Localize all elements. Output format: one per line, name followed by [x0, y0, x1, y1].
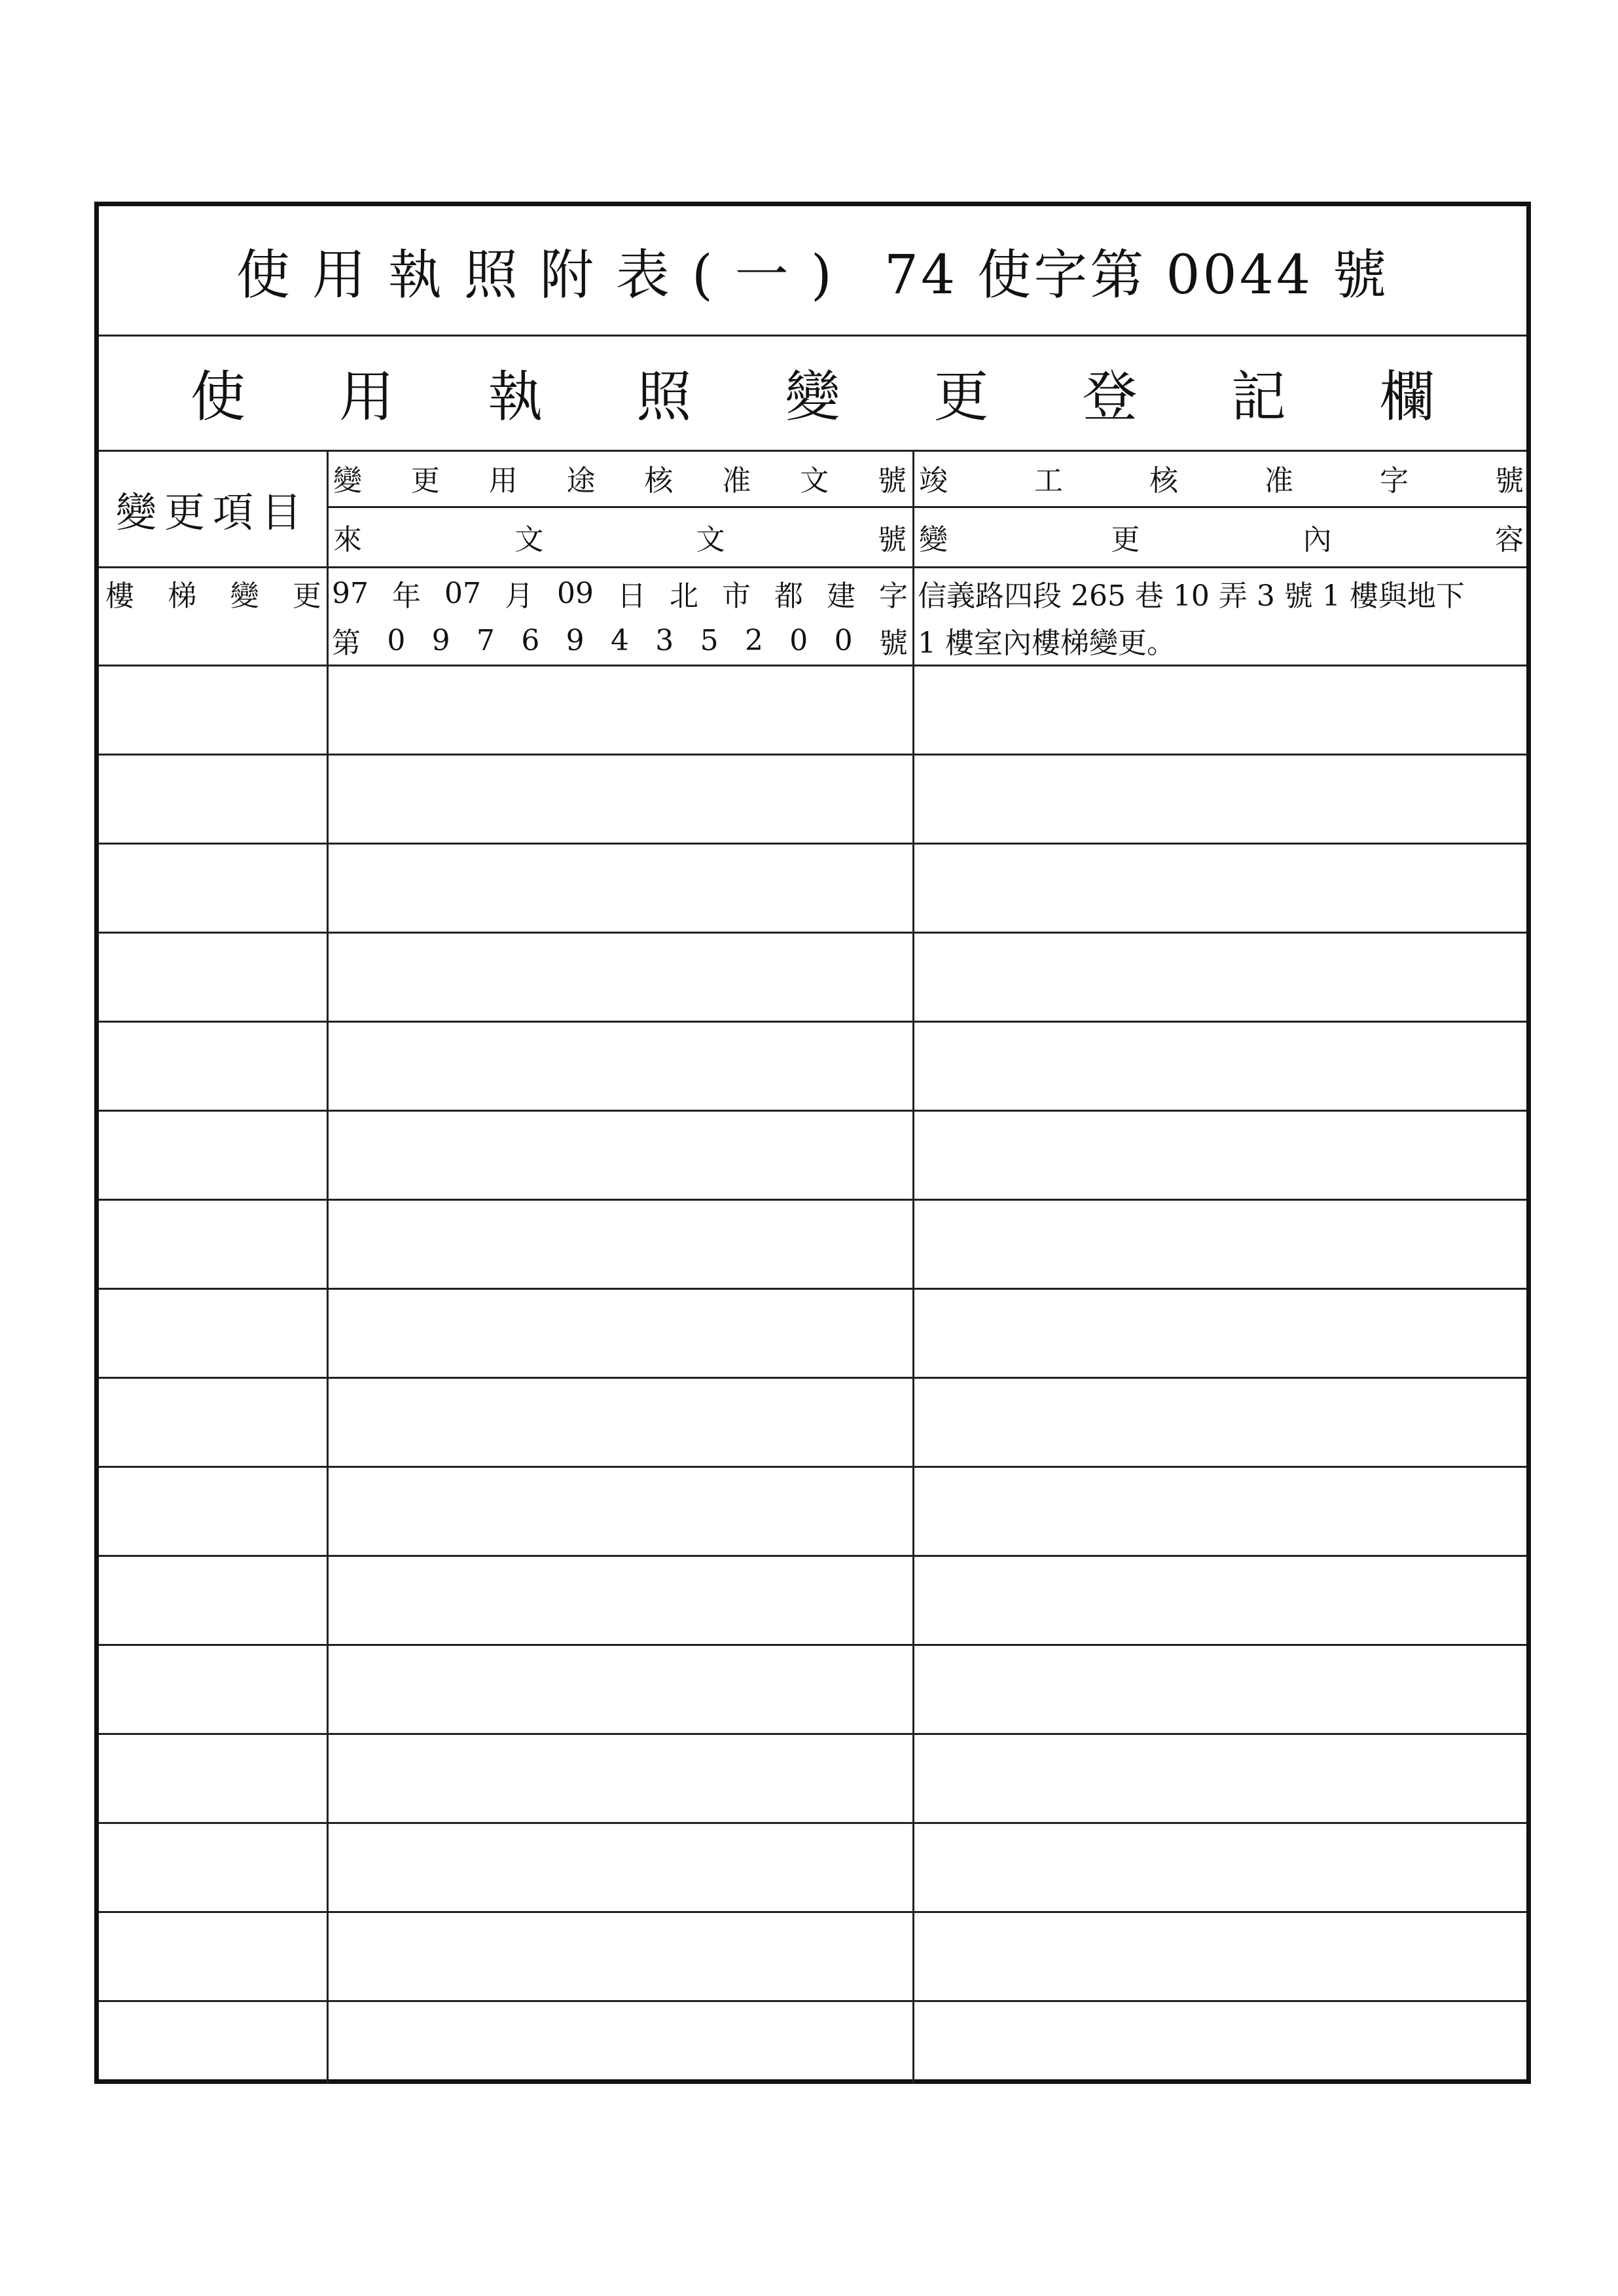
cell-char: 字	[879, 579, 908, 613]
title-prefix: 使用執照附表(一)	[236, 244, 854, 306]
section-title-char: 變	[785, 364, 840, 429]
header-char: 變	[919, 523, 948, 556]
cell-char: 5	[700, 623, 719, 657]
section-title	[190, 335, 1435, 450]
row1-change-item	[103, 570, 324, 616]
row1-doc-line2	[329, 617, 910, 663]
cell-char: 梯	[168, 579, 197, 613]
row1-content-line1	[918, 570, 1528, 616]
header-char: 容	[1494, 523, 1524, 556]
header-char: 用	[488, 464, 518, 498]
cell-char: 3	[655, 623, 674, 657]
form-frame	[94, 202, 1531, 2084]
header-char: 文	[800, 464, 829, 498]
header-char: 文	[514, 523, 544, 556]
section-title-char: 用	[339, 364, 395, 429]
header-char: 准	[722, 464, 751, 498]
header-char: 工	[1034, 464, 1063, 498]
row-divider	[99, 932, 1526, 934]
header-char: 號	[877, 523, 907, 556]
section-title-char: 照	[636, 364, 692, 429]
row-divider	[99, 1644, 1526, 1646]
cell-char: 北	[670, 579, 698, 613]
row-divider	[99, 1466, 1526, 1468]
cell-char: 月	[505, 579, 533, 613]
row-divider	[99, 1199, 1526, 1201]
row-divider	[99, 1555, 1526, 1557]
header-char: 更	[1111, 523, 1140, 556]
header-char: 字	[1380, 464, 1409, 498]
cell-char: 2	[744, 623, 763, 657]
section-title-char: 更	[933, 364, 989, 429]
title-permit-number: 74 使字第 0044 號	[884, 244, 1390, 306]
header-completion-approval-no	[915, 450, 1528, 506]
row1-doc-line1	[329, 570, 910, 616]
cell-char: 0	[789, 623, 808, 657]
section-title-char: 登	[1082, 364, 1138, 429]
row1-content-line2	[918, 617, 1528, 663]
row-divider	[99, 1021, 1526, 1023]
content-text: 1 樓室內樓梯變更。	[918, 627, 1176, 660]
cell-char: 更	[292, 579, 321, 613]
header-char: 准	[1265, 464, 1293, 498]
cell-char: 號	[878, 627, 908, 660]
cell-char: 都	[774, 579, 803, 613]
column-divider-1	[327, 450, 329, 2084]
row-divider	[99, 1288, 1526, 1290]
header-char: 途	[566, 464, 596, 498]
header-char: 來	[333, 523, 362, 556]
form-title	[99, 206, 1526, 335]
cell-char: 97	[332, 576, 369, 610]
content-text: 信義路四段 265 巷 10 弄 3 號 1 樓與地下	[918, 579, 1465, 613]
cell-char: 07	[444, 576, 481, 610]
divider-header	[99, 566, 1526, 568]
cell-char: 0	[387, 623, 406, 657]
cell-char: 7	[476, 623, 495, 657]
row-divider	[99, 2000, 1526, 2002]
header-char: 內	[1303, 523, 1332, 556]
cell-char: 9	[431, 623, 450, 657]
row-divider	[99, 665, 1526, 666]
row-divider	[99, 1733, 1526, 1735]
column-divider-2	[912, 450, 914, 2084]
section-title-char: 使	[190, 364, 246, 429]
section-title-char: 記	[1231, 364, 1286, 429]
header-char: 號	[877, 464, 907, 498]
header-char: 文	[696, 523, 725, 556]
cell-char: 9	[566, 623, 584, 657]
header-char: 變	[333, 464, 362, 498]
cell-char: 4	[610, 623, 629, 657]
cell-char: 建	[827, 579, 855, 613]
header-change-content	[915, 507, 1528, 566]
cell-char: 第	[332, 627, 361, 660]
cell-char: 6	[521, 623, 540, 657]
row-divider	[99, 1822, 1526, 1824]
row-divider	[99, 843, 1526, 845]
cell-char: 日	[617, 579, 646, 613]
header-approval-doc-no	[329, 450, 910, 506]
cell-char: 年	[392, 579, 421, 613]
cell-char: 樓	[105, 579, 134, 613]
cell-char: 09	[557, 576, 594, 610]
header-char: 號	[1495, 464, 1524, 498]
cell-char: 0	[834, 623, 853, 657]
section-title-char: 欄	[1379, 364, 1435, 429]
row-divider	[99, 1110, 1526, 1112]
section-title-char: 執	[488, 364, 543, 429]
row-divider	[99, 1911, 1526, 1913]
header-incoming-doc-no	[329, 507, 910, 566]
header-char: 竣	[919, 464, 948, 498]
cell-char: 市	[722, 579, 751, 613]
row-divider	[99, 1377, 1526, 1379]
header-char: 核	[1149, 464, 1178, 498]
cell-char: 變	[230, 579, 259, 613]
row-divider	[99, 754, 1526, 756]
header-char: 更	[410, 464, 440, 498]
header-change-item: 變更項目	[115, 488, 310, 536]
header-char: 核	[644, 464, 674, 498]
